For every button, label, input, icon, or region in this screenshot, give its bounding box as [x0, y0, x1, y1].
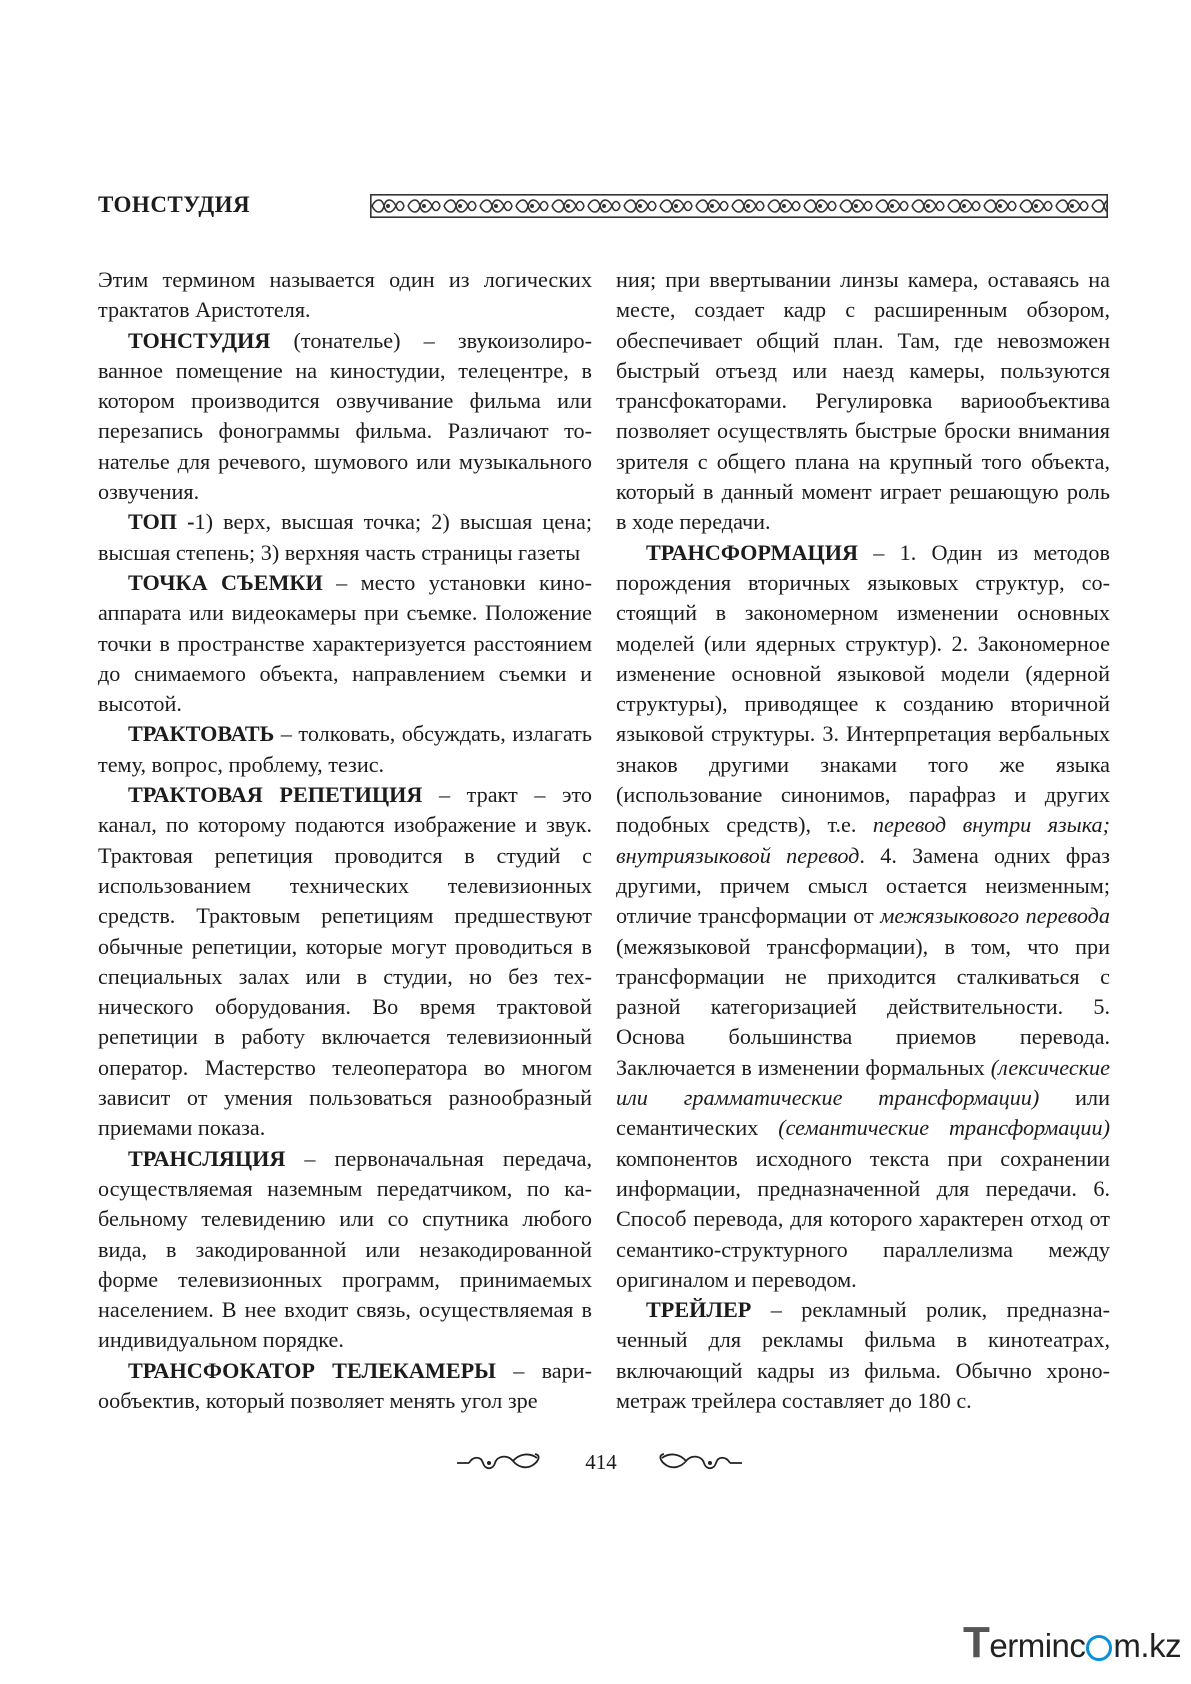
page-header: [98, 190, 1108, 230]
left-flourish-icon: [455, 1450, 543, 1476]
dictionary-entry-tochka-semki: [98, 568, 592, 719]
entry-term: ТОНСТУДИЯ: [128, 327, 271, 353]
dictionary-entry-transformaciya: [616, 538, 1110, 1295]
entry-text: – тракт – это канал, по которому подаются изображение и звук. Трактовая репетиция проводится в студий с использованием технических телевизионных средств. Трактовым репетициям предшествуют обычные репетиции, которые могут проводиться в специальных залах или в студии, но без технического оборудования. Во время трактовой репетиции в работу включается телевизионный оператор. Мастерство телеоператора во многом зависит от умения пользоваться разнообразный приемами показа.: [98, 782, 592, 1141]
italic-text: (лексические или грамматические трансформации): [616, 1054, 1110, 1111]
entry-text: или семантических: [616, 1085, 1110, 1141]
globe-o-icon: [1086, 1635, 1112, 1661]
entry-text: – место установки киноаппарата или видеокамеры при съемке. Положение точки в пространстве характеризуется расстоянием до снимаемого объекта, направлением съемки и высотой.: [98, 569, 593, 717]
dictionary-entry-traktovat: [98, 719, 592, 780]
entry-text: – первоначальная передача, осуществляемая наземным передатчиком, по кабельному телевидению или со спутника любого вида, в закодированной или незакодированной форме телевизионных программ, принимаемых населением. В нее входит связь, осуществляемая в индивидуальном порядке.: [98, 1145, 592, 1353]
italic-text: межязыкового перевода: [880, 903, 1110, 929]
italic-text: перевод внутри языка; внутриязыковой перевод: [616, 812, 1111, 868]
ornamental-border: [370, 194, 1108, 218]
entry-term: ТРАКТОВАЯ РЕПЕТИЦИЯ: [128, 782, 423, 808]
dictionary-entry-transfokator: [98, 1356, 592, 1417]
page-footer: [0, 1442, 1191, 1482]
entry-term: ТРАКТОВАТЬ: [128, 721, 275, 747]
paragraph: Этим термином называется один из логических трактатов Аристотеля.: [98, 267, 592, 323]
dictionary-entry-top: [98, 507, 592, 568]
dictionary-entry-treiler: [616, 1295, 1110, 1416]
watermark-letter: T: [963, 1618, 990, 1667]
watermark-text: erminc: [989, 1627, 1086, 1664]
entry-term: ТРЕЙЛЕР: [646, 1297, 752, 1323]
entry-text: – вариообъектив, который позволяет менять угол зре: [98, 1357, 592, 1413]
entry-text: – рекламный ролик, предназначенный для рекламы фильма в кинотеатрах, включающий кадры из фильма. Обычно хронометраж трейлера составляет до 180 с.: [616, 1297, 1110, 1413]
entry-text: . 4. Замена одних фраз другими, причем смысл остается неизменным; отличие трансформации от: [616, 842, 1110, 929]
dictionary-entry-traktovaya-repeticiya: [98, 780, 592, 1144]
watermark-text: m.kz: [1113, 1627, 1182, 1664]
entry-term: ТРАНСФОКАТОР ТЕЛЕКАМЕРЫ: [128, 1357, 496, 1383]
left-column: [98, 265, 592, 1416]
entry-text: (тонателье) – звукоизолированное помещение на киностудии, телецентре, в котором производится озвучивание фильма или перезапись фонограммы фильма. Различают тонателье для речевого, шумового или музыкального озвучения.: [98, 327, 592, 505]
entry-text: компонентов исходного текста при сохранении информации, предназначенной для передачи. 6. Способ перевода, для которого характерен отход от семантико-структурного параллелизма между оригиналом и переводом.: [616, 1145, 1110, 1292]
dictionary-entry-translyaciya: [98, 1144, 592, 1356]
entry-text: 1) верх, высшая точка; 2) высшая цена; высшая степень; 3) верхняя часть страницы газеты: [98, 509, 592, 565]
entry-term: ТРАНСЛЯЦИЯ: [128, 1145, 286, 1171]
entry-text: – толковать, обсуждать, излагать тему, вопрос, проблему, тезис.: [98, 721, 592, 777]
entry-term: ТОЧКА СЪЕМКИ: [128, 569, 323, 595]
running-title: ТОНСТУДИЯ: [98, 192, 251, 217]
entry-text: (межязыковой трансформации), в том, что при трансформации не приходится сталкиваться с разной категоризацией действительности. 5. Основа большинства приемов перевода. Заключается в изменении формальных: [616, 933, 1110, 1080]
entry-text: – 1. Один из методов порождения вторичных языковых структур, состоящий в закономерном изменении основных моделей (или ядерных структур). 2. Закономерное изменение основной языковой модели (ядерной структуры), приводящее к созданию вторичной языковой структуры. 3. Интерпретация вербальных знаков другими знаками того же языка (использование синонимов, парафраз и других подобных средств), т.е.: [616, 539, 1110, 838]
entry-term: ТОП -: [128, 509, 195, 535]
page-number: 414: [585, 1450, 617, 1474]
paragraph: ния; при ввертывании линзы камера, оставаясь на месте, создает кадр с расширенным обзором, обеспечивает общий план. Там, где невозможен быстрый отъезд или наезд камеры, пользуются трансфокаторами. Регулировка вариообъектива позволяет осуществлять быстрые броски внимания зрителя с общего плана на крупный того объекта, который в данный момент играет решающую роль в ходе передачи.: [616, 267, 1110, 535]
right-flourish-icon: [656, 1450, 744, 1476]
site-watermark-logo: [963, 1618, 1183, 1667]
italic-text: (семантические трансформации): [778, 1115, 1110, 1141]
right-column: [616, 265, 1110, 1416]
dictionary-entry-tonstudiya: [98, 326, 592, 508]
entry-term: ТРАНСФОРМАЦИЯ: [646, 539, 859, 565]
